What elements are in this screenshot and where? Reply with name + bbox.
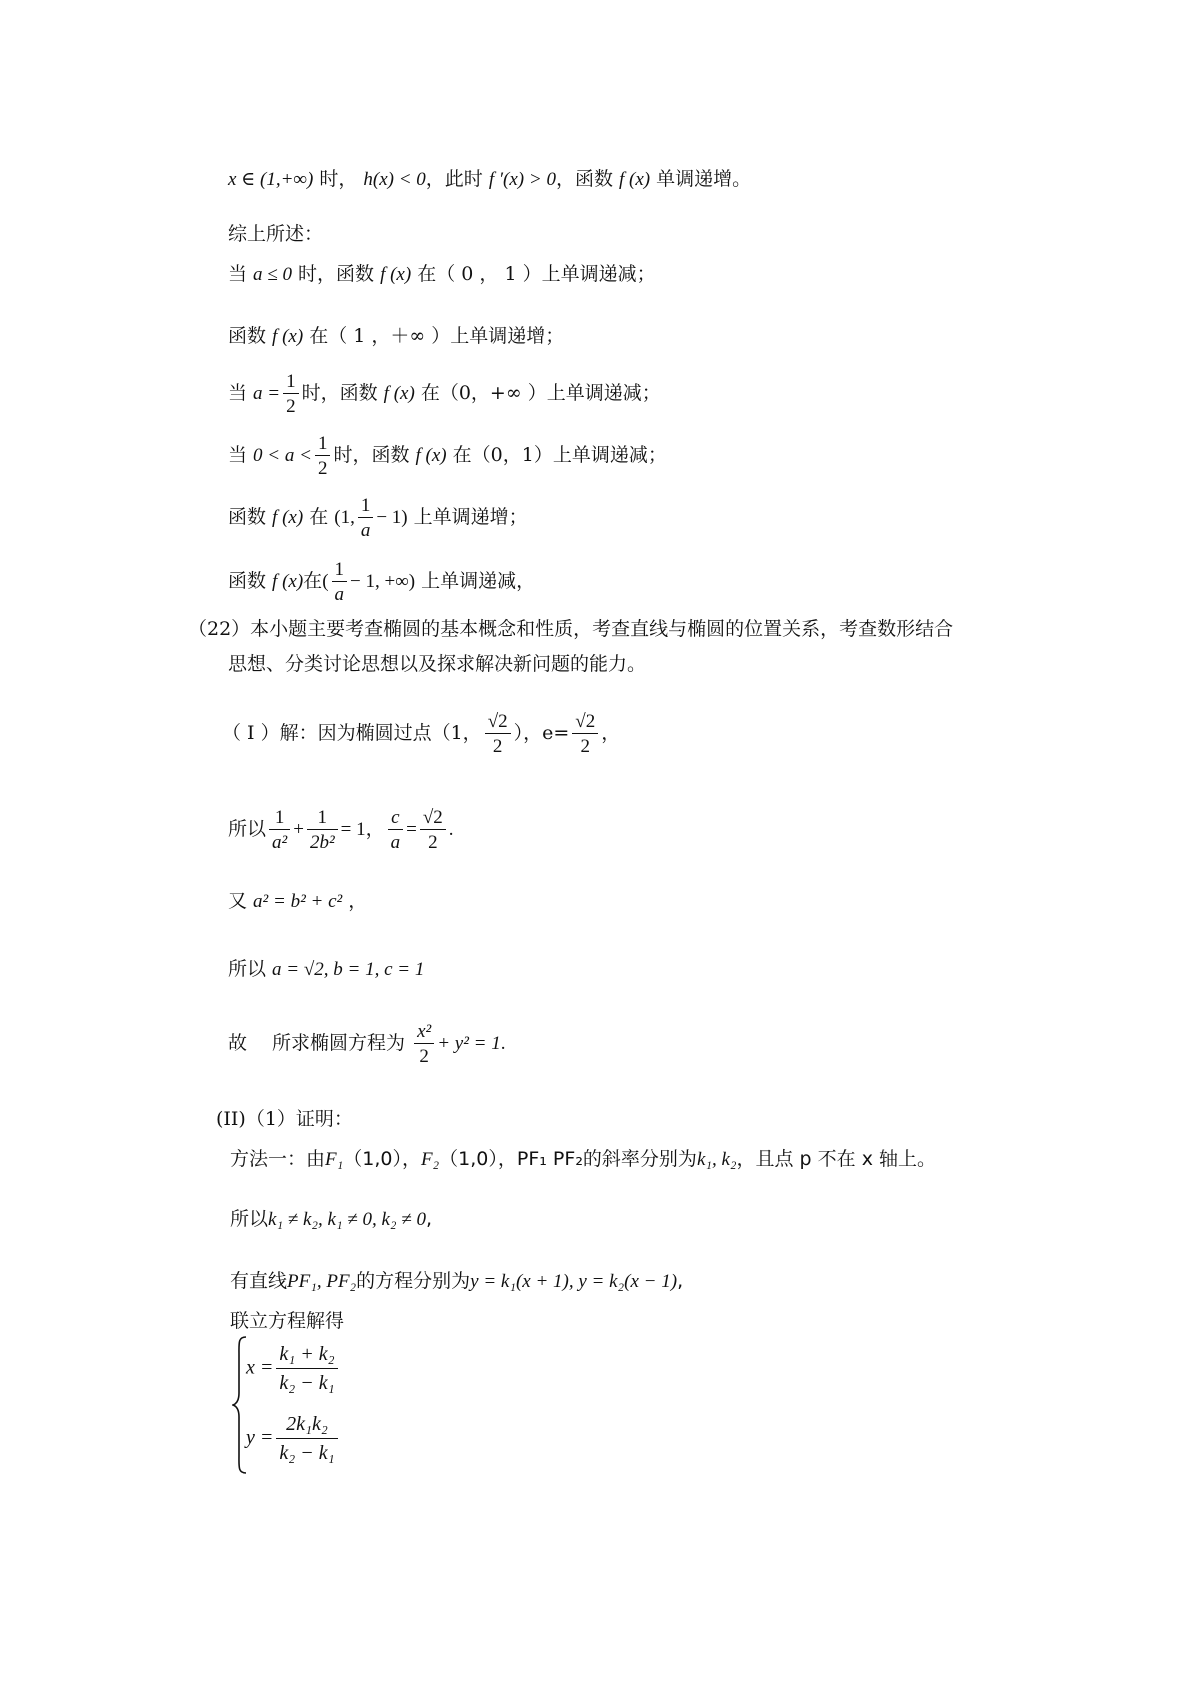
text: ，此时 — [425, 168, 489, 190]
text: 所以 — [228, 818, 267, 840]
line-case-a-nonpositive — [228, 265, 656, 284]
part-2-heading — [216, 1110, 353, 1129]
line-monotonic-increase-interval — [228, 170, 751, 189]
numerator: 1 — [332, 560, 348, 582]
fraction-1-over-2b-squared — [307, 808, 338, 852]
denominator: k₂ − k₁ — [279, 1372, 335, 1394]
fraction-sqrt2-over-2 — [420, 808, 446, 852]
text: 所以 — [230, 1208, 269, 1230]
text: ），e= — [513, 722, 570, 744]
fraction-y-solution — [276, 1413, 337, 1465]
math-fx: f (x) — [415, 445, 447, 466]
math-x-eq: x = — [246, 1356, 274, 1379]
text: (II)（1）证明： — [216, 1108, 353, 1130]
text: 又 — [228, 890, 254, 912]
summary-text: 综上所述： — [228, 223, 324, 245]
fraction-x2-over-2 — [414, 1022, 434, 1066]
fraction-sqrt2-over-2 — [485, 712, 511, 756]
text: （1,0）， — [343, 1148, 421, 1170]
text: 在（0，+∞ ）上单调递减； — [414, 382, 661, 404]
math-a-value: a = √2, — [272, 959, 329, 980]
text: , — [677, 1270, 684, 1292]
numerator: x² — [414, 1022, 434, 1044]
math-derivative-positive: f ′(x) > 0 — [488, 169, 556, 190]
numerator: c — [388, 808, 404, 830]
line-decrease-interval-1-over-a — [228, 560, 535, 604]
math-a-le-0: a ≤ 0 — [253, 264, 292, 285]
denominator: a² — [272, 832, 288, 853]
text: 当 — [228, 263, 254, 285]
line-case-a-half — [228, 372, 661, 416]
text: 单调递增。 — [650, 168, 752, 190]
numerator: 1 — [358, 496, 374, 518]
text: 时，函数 — [291, 263, 381, 285]
math-y-eq: y = — [246, 1426, 274, 1449]
math-fx: f (x) — [618, 169, 651, 190]
text: 函数 — [228, 325, 273, 347]
numerator: √2 — [572, 712, 598, 734]
problem-22-intro-cont: 思想、分类讨论思想以及探求解决新问题的能力。 — [228, 653, 647, 675]
text: 当 — [228, 382, 254, 404]
line-increase-1-inf — [228, 327, 564, 346]
math-plus-y2: + y² = 1 — [437, 1033, 501, 1054]
problem-22-intro-line-1 — [188, 620, 953, 639]
text: 上单调递增； — [407, 506, 528, 528]
text: 时，函数 — [301, 382, 384, 404]
math-fx: f (x) — [272, 507, 304, 528]
numerator: √2 — [485, 712, 511, 734]
method-1-lines — [230, 1272, 683, 1291]
text: ，函数 — [555, 168, 619, 190]
method-1-slopes — [230, 1210, 432, 1229]
math-k1-k2: k₁, k₂ — [696, 1149, 737, 1170]
math-period: . — [448, 819, 454, 840]
problem-22-intro-line-2 — [228, 655, 646, 674]
fraction-one-over-a — [332, 560, 348, 604]
fraction-x-solution — [276, 1343, 337, 1395]
text: （1,0），PF₁ PF₂的斜率分别为 — [439, 1148, 697, 1170]
math-close: − 1, +∞) — [350, 571, 416, 592]
numerator: 1 — [283, 372, 299, 394]
text: 函数 — [228, 570, 273, 592]
fraction-one-half — [315, 434, 331, 478]
part-1-ellipse-equation — [228, 1022, 506, 1066]
text: 当 — [228, 444, 254, 466]
fraction-1-over-a-squared — [269, 808, 290, 852]
math-F2: F₂ — [420, 1149, 440, 1170]
fraction-one-half — [283, 372, 299, 416]
denominator: a — [390, 832, 401, 853]
math-fx: f (x) — [272, 326, 304, 347]
math-line-equations: y = k₁(x + 1), y = k₂(x − 1) — [470, 1271, 678, 1292]
math-open: (1, — [334, 507, 355, 528]
text: 有直线 — [230, 1270, 288, 1292]
math-a-eq: a = — [253, 383, 281, 404]
method-1-solve — [230, 1312, 344, 1331]
denominator: 2b² — [309, 832, 335, 853]
text: 联立方程解得 — [230, 1310, 345, 1332]
text: 方法一：由 — [230, 1148, 326, 1170]
math-fx: f (x) — [383, 383, 415, 404]
part-1-relation — [228, 892, 367, 911]
denominator: 2 — [428, 832, 438, 853]
denominator: k₂ − k₁ — [279, 1442, 335, 1464]
math-eq: = — [406, 819, 417, 840]
line-summary — [228, 225, 323, 244]
math-PF1-PF2: PF₁, PF₂ — [287, 1271, 357, 1292]
equation-y — [246, 1413, 341, 1465]
numerator: 1 — [307, 808, 338, 830]
denominator: 2 — [419, 1046, 429, 1067]
line-increase-interval-1-over-a — [228, 496, 528, 540]
text: （ I ）解：因为椭圆过点（1， — [222, 722, 482, 744]
math-plus: + — [293, 819, 304, 840]
math-fx: f (x) — [272, 571, 304, 592]
math-a-between: 0 < a < — [253, 445, 312, 466]
text: ，且点 p 不在 x 轴上。 — [736, 1148, 936, 1170]
text: , — [425, 1208, 432, 1230]
part-1-values — [228, 960, 424, 979]
denominator: a — [334, 584, 345, 605]
math-slope-conditions: k₁ ≠ k₂, k₁ ≠ 0, k₂ ≠ 0 — [268, 1209, 426, 1230]
text: 在（ 0 ， 1 ）上单调递减； — [411, 263, 656, 285]
text: 函数 — [228, 506, 273, 528]
text: 在 — [303, 570, 323, 592]
text: 在（0，1）上单调递减； — [446, 444, 667, 466]
text: ， — [601, 722, 621, 744]
denominator: a — [360, 520, 371, 541]
problem-22-intro: （22）本小题主要考查椭圆的基本概念和性质，考查直线与椭圆的位置关系，考查数形结合 — [188, 618, 954, 640]
text: 上单调递减， — [415, 570, 536, 592]
numerator: √2 — [420, 808, 446, 830]
text: 时， — [313, 168, 364, 190]
method-1-line — [230, 1150, 936, 1169]
line-case-a-between — [228, 434, 667, 478]
text: 在（ 1 ，＋∞ ）上单调递增； — [303, 325, 565, 347]
math-x-interval: x ∈ (1,+∞) — [228, 169, 314, 190]
math-c-value: c = 1 — [379, 959, 425, 980]
equation-system — [232, 1335, 382, 1480]
text: ， — [342, 890, 368, 912]
math-b-value: b = 1, — [328, 959, 380, 980]
text: 所以 — [228, 958, 273, 980]
math-F1: F₁ — [325, 1149, 344, 1170]
equation-x — [246, 1343, 341, 1395]
math-h-negative: h(x) < 0 — [363, 169, 426, 190]
numerator: k₁ + k₂ — [276, 1343, 337, 1369]
part-1-equations — [228, 808, 454, 852]
denominator: 2 — [317, 458, 328, 479]
text: 故 所求椭圆方程为 — [228, 1032, 412, 1054]
numerator: 1 — [269, 808, 290, 830]
fraction-one-over-a — [358, 496, 374, 540]
fraction-sqrt2-over-2 — [572, 712, 598, 756]
denominator: 2 — [580, 736, 591, 757]
text: ， — [365, 818, 385, 840]
text: 时，函数 — [333, 444, 416, 466]
math-close: − 1) — [376, 507, 408, 528]
math-a2-b2-c2: a² = b² + c² — [253, 891, 343, 912]
math-period: . — [500, 1033, 506, 1054]
math-open: ( — [322, 571, 329, 592]
fraction-c-over-a — [388, 808, 404, 852]
denominator: 2 — [286, 396, 296, 417]
text: 的方程分别为 — [356, 1270, 471, 1292]
numerator: 1 — [315, 434, 331, 456]
math-fx: f (x) — [380, 264, 412, 285]
numerator: 2k₁k₂ — [276, 1413, 337, 1439]
part-1-ellipse-point — [222, 712, 620, 756]
text: 在 — [303, 506, 335, 528]
denominator: 2 — [492, 736, 503, 757]
math-eq-one: = 1 — [340, 819, 366, 840]
